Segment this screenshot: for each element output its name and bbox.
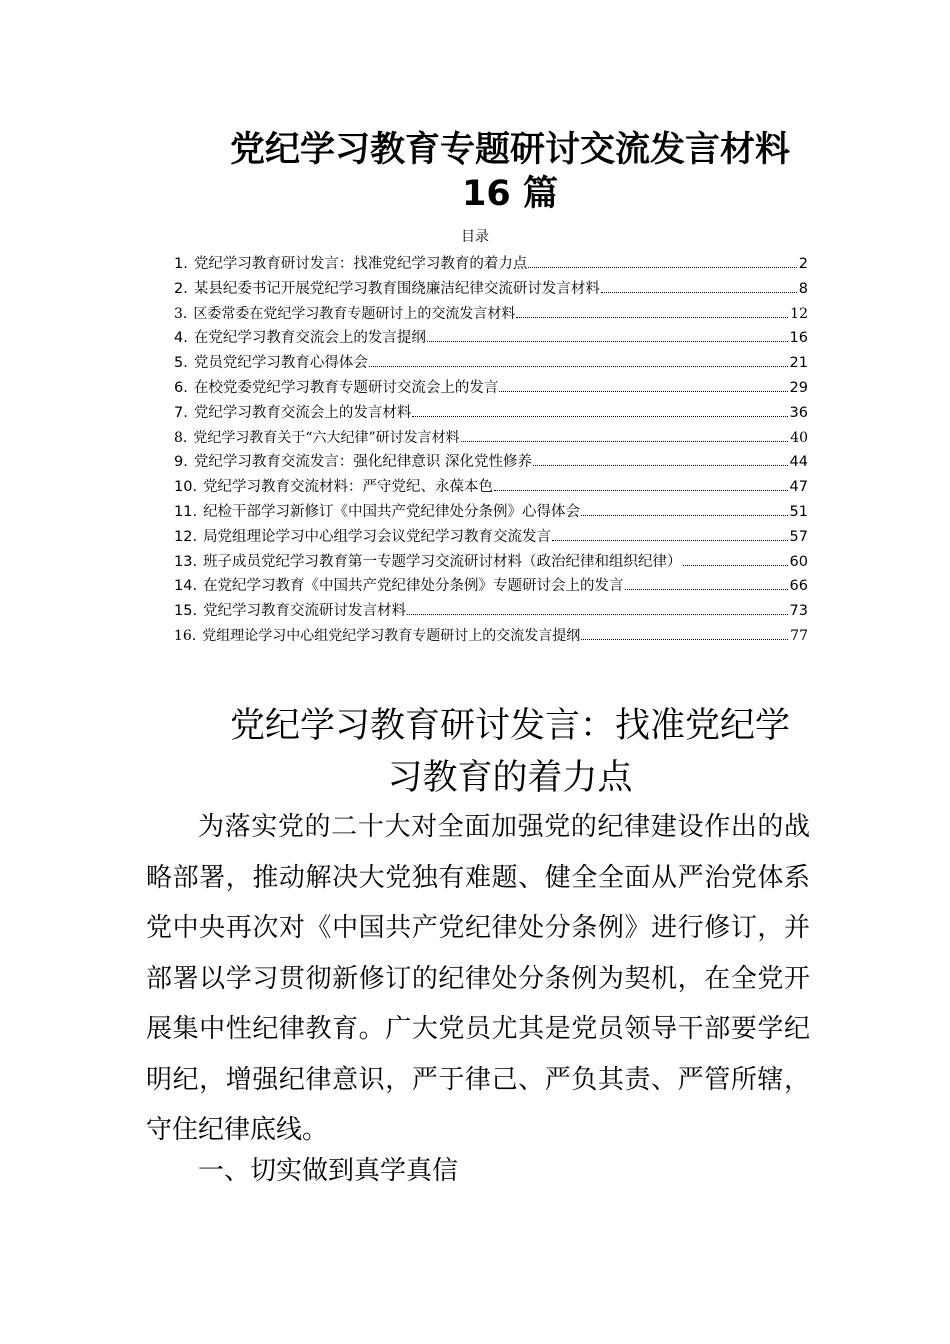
- toc-entry-number: 10.: [174, 479, 198, 496]
- toc-entry[interactable]: [174, 351, 808, 376]
- toc-entry-number: 4.: [174, 330, 188, 347]
- toc-entry[interactable]: [174, 475, 808, 500]
- document-title-line1: 党纪学习教育专题研讨交流发言材料: [229, 130, 790, 170]
- toc-entry-number: 5.: [174, 355, 188, 372]
- toc-entry-title: 某县纪委书记开展党纪学习教育围绕廉洁纪律交流研讨发言材料: [193, 280, 600, 297]
- toc-entry-leader: [581, 626, 788, 640]
- toc-entry-leader: [407, 601, 787, 615]
- toc-entry-page: 36: [789, 404, 808, 421]
- toc-entry-number: 2.: [174, 280, 188, 297]
- toc-entry-title: 党纪学习教育交流发言：强化纪律意识 深化党性修养: [193, 454, 532, 471]
- toc-entry-leader: [516, 304, 788, 318]
- toc-entry-title: 在党纪学习教育交流会上的发言提纲: [193, 330, 426, 347]
- toc-entry-title: 在党纪学习教育《中国共产党纪律处分条例》专题研讨会上的发言: [203, 578, 624, 595]
- toc-entry-leader: [461, 428, 788, 442]
- toc-entry[interactable]: [174, 500, 808, 525]
- table-of-contents: [174, 252, 808, 649]
- toc-entry-page: 73: [789, 603, 808, 620]
- toc-entry-number: 7.: [174, 404, 188, 421]
- toc-entry-leader: [533, 452, 788, 466]
- toc-entry-title: 局党组理论学习中心组学习会议党纪学习教育交流发言: [203, 528, 552, 545]
- toc-entry-leader: [427, 328, 788, 342]
- toc-entry-leader: [412, 403, 787, 417]
- toc-heading: 目录: [461, 229, 489, 245]
- toc-entry-title: 在校党委党纪学习教育专题研讨交流会上的发言: [193, 379, 499, 396]
- toc-entry-leader: [369, 353, 788, 367]
- toc-entry-page: 77: [790, 627, 808, 644]
- toc-entry-number: 3.: [174, 305, 188, 322]
- toc-entry-number: 15.: [174, 603, 198, 620]
- sub-heading: 一、切实做到真学真信: [198, 1156, 459, 1186]
- toc-entry-title: 党纪学习教育交流会上的发言材料: [193, 404, 412, 421]
- toc-entry[interactable]: [174, 326, 808, 351]
- toc-entry[interactable]: [174, 302, 808, 327]
- toc-entry-leader: [625, 576, 788, 590]
- toc-entry-number: 8.: [174, 429, 188, 446]
- toc-entry-page: 21: [789, 355, 808, 372]
- toc-entry-page: 51: [789, 503, 808, 520]
- toc-entry-title: 班子成员党纪学习教育第一专题学习交流研讨材料（政治纪律和组织纪律）: [203, 553, 682, 570]
- toc-entry[interactable]: [174, 376, 808, 401]
- body-paragraph: 为落实党的二十大对全面加强党的纪律建设作出的战略部署，推动解决大党独有难题、健全全面从严治党体系党中央再次对《中国共产党纪律处分条例》进行修订，并部署以学习贯彻新修订的纪律处分条例为契机，在全党开展集中性纪律教育。广大党员尤其是党员领导干部要学纪明纪，增强纪律意识，严于律己、严负其责、严管所辖，守住纪律底线。: [146, 812, 810, 1145]
- toc-entry-leader: [552, 527, 787, 541]
- toc-entry-page: 29: [789, 379, 808, 396]
- section-title: [150, 700, 870, 804]
- toc-entry[interactable]: [174, 426, 808, 451]
- toc-entry[interactable]: [174, 574, 808, 599]
- toc-entry[interactable]: [174, 450, 808, 475]
- toc-entry-leader: [581, 502, 787, 516]
- toc-entry-title: 党纪学习教育关于“六大纪律”研讨发言材料: [193, 429, 460, 446]
- toc-entry[interactable]: [174, 252, 808, 277]
- toc-entry-page: 40: [790, 429, 808, 446]
- toc-entry-number: 14.: [174, 578, 198, 595]
- section-title-line1: 党纪学习教育研讨发言：找准党纪学: [229, 706, 790, 746]
- toc-entry-leader: [499, 378, 787, 392]
- toc-entry-page: 60: [789, 553, 808, 570]
- toc-entry-title: 纪检干部学习新修订《中国共产党纪律处分条例》心得体会: [203, 503, 581, 520]
- toc-entry-leader: [601, 279, 797, 293]
- toc-entry-title: 党纪学习教育交流研讨发言材料: [203, 603, 407, 620]
- toc-entry-leader: [683, 552, 788, 566]
- document-title-line2: 16 篇: [462, 174, 558, 214]
- toc-entry[interactable]: [174, 525, 808, 550]
- toc-entry[interactable]: [174, 277, 808, 302]
- toc-entry-title: 党员党纪学习教育心得体会: [193, 355, 368, 372]
- toc-entry-number: 9.: [174, 454, 188, 471]
- toc-entry-title: 党纪学习教育交流材料：严守党纪、永葆本色: [203, 479, 494, 496]
- toc-entry-page: 16: [789, 330, 808, 347]
- document-title: [150, 128, 870, 216]
- toc-entry-title: 党纪学习教育研讨发言：找准党纪学习教育的着力点: [193, 256, 528, 272]
- toc-entry-number: 13.: [174, 553, 198, 570]
- toc-entry-number: 6.: [174, 379, 188, 396]
- toc-entry-number: 12.: [174, 528, 198, 545]
- toc-entry-page: 2: [798, 256, 808, 272]
- toc-entry-leader: [528, 254, 796, 268]
- toc-entry[interactable]: [174, 624, 808, 649]
- toc-entry[interactable]: [174, 401, 808, 426]
- toc-entry-title: 区委常委在党纪学习教育专题研讨上的交流发言材料: [193, 305, 516, 322]
- toc-entry-page: 57: [789, 528, 808, 545]
- toc-entry-title: 党组理论学习中心组党纪学习教育专题研讨上的交流发言提纲: [202, 627, 581, 644]
- toc-entry[interactable]: [174, 599, 808, 624]
- toc-entry-page: 8: [798, 280, 808, 297]
- toc-entry-number: 16.: [174, 627, 197, 644]
- toc-entry-page: 44: [789, 454, 808, 471]
- toc-entry-page: 66: [789, 578, 808, 595]
- toc-entry[interactable]: [174, 550, 808, 575]
- toc-entry-number: 11.: [174, 503, 198, 520]
- section-title-line2: 习教育的着力点: [387, 758, 633, 798]
- toc-entry-leader: [494, 477, 787, 491]
- toc-entry-page: 47: [789, 479, 808, 496]
- toc-entry-page: 12: [790, 305, 808, 322]
- toc-entry-number: 1.: [174, 256, 188, 272]
